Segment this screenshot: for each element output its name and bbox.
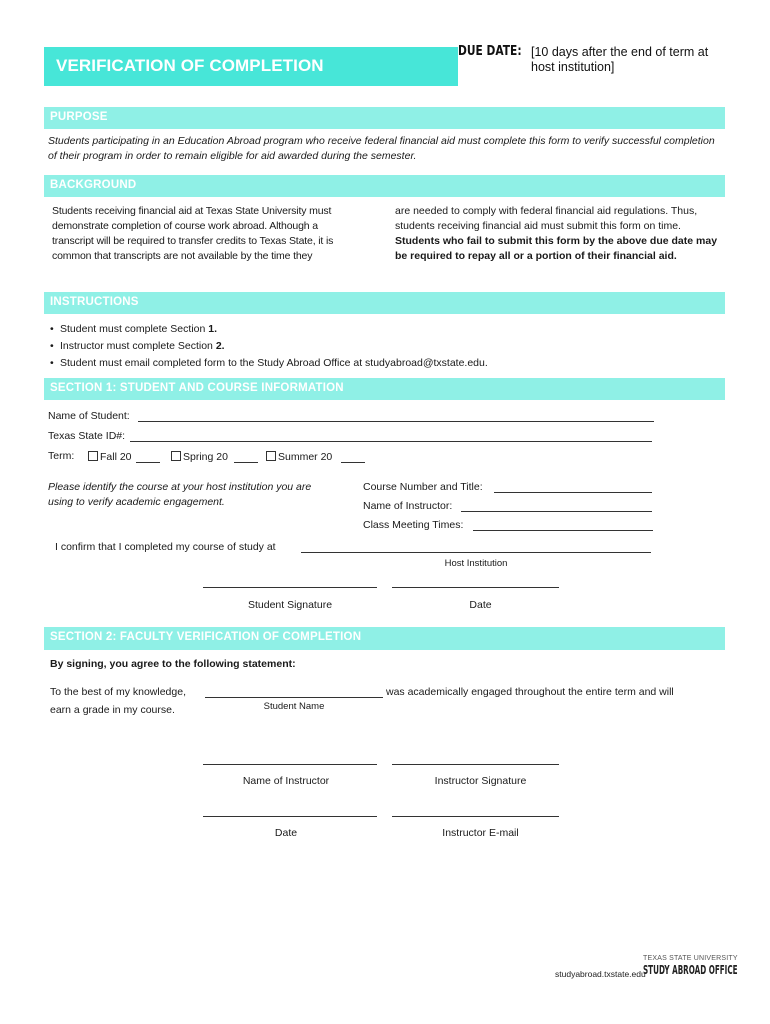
statement-start: To the best of my knowledge, (50, 686, 186, 698)
footer-university: TEXAS STATE UNIVERSITY (643, 955, 738, 962)
background-heading-bar (44, 175, 725, 197)
purpose-heading: PURPOSE (50, 111, 108, 123)
purpose-heading-bar (44, 107, 725, 129)
student-signature-label: Student Signature (247, 599, 333, 611)
course-number-field[interactable] (494, 492, 652, 493)
footer-url: studyabroad.txstate.edu (555, 969, 646, 979)
summer-checkbox[interactable] (266, 451, 276, 461)
section2-heading: SECTION 2: FACULTY VERIFICATION OF COMPLETION (50, 631, 362, 643)
form-title-banner (44, 47, 458, 86)
instructor-email-caption: Instructor E-mail (442, 827, 519, 839)
instructions-heading-bar (44, 292, 725, 314)
student-name-label: Name of Student: (48, 410, 130, 422)
instructor-date-field[interactable] (203, 816, 377, 817)
confirm-text: I confirm that I completed my course of study at (55, 541, 276, 553)
instructor-name-signature-field[interactable] (203, 764, 377, 765)
student-signature-field[interactable] (203, 587, 377, 588)
instructor-signature-field[interactable] (392, 764, 559, 765)
summer-year-field[interactable] (341, 462, 365, 463)
instructor-name-label: Name of Instructor: (363, 500, 453, 512)
signature-date-label: Date (469, 599, 492, 611)
statement-end: was academically engaged throughout the entire term and will (386, 686, 674, 698)
term-label: Term: (48, 450, 75, 462)
identify-course-text: Please identify the course at your host institution you are using to verify academic engagement. (48, 481, 312, 508)
footer-office-logo: STUDY ABROAD OFFICE (643, 963, 738, 977)
spring-year-field[interactable] (234, 462, 258, 463)
instructions-list (48, 321, 724, 372)
host-institution-label: Host Institution (444, 558, 508, 569)
instructor-name-caption: Name of Instructor (242, 775, 330, 787)
class-meeting-label: Class Meeting Times: (363, 519, 464, 531)
student-name-caption: Student Name (263, 701, 325, 712)
list-item: • Student must complete Section 1. (48, 321, 724, 338)
statement-line2: earn a grade in my course. (50, 704, 175, 716)
spring-checkbox[interactable] (171, 451, 181, 461)
due-date-label: DUE DATE: (458, 44, 522, 59)
instructor-name-field[interactable] (461, 511, 652, 512)
instructor-email-field[interactable] (392, 816, 559, 817)
term-summer-option[interactable]: Summer 20 (266, 450, 332, 465)
due-date-text: [10 days after the end of term at host institution] (531, 45, 709, 74)
background-left-text: Students receiving financial aid at Texas State University must demonstrate completion of course work abroad. Although a transcript will be required to transfer credits to Texas State, it is common that transcripts are not available by the time they (52, 205, 334, 262)
fall-checkbox[interactable] (88, 451, 98, 461)
background-warning-text: Students who fail to submit this form by the above due date may be required to repay all or a portion of their financial aid. (395, 235, 718, 262)
form-title: VERIFICATION OF COMPLETION (56, 56, 324, 75)
section1-heading: SECTION 1: STUDENT AND COURSE INFORMATION (50, 382, 344, 394)
section2-heading-bar (44, 627, 725, 650)
texas-state-id-field[interactable] (130, 441, 652, 442)
host-institution-field[interactable] (301, 552, 651, 553)
class-meeting-field[interactable] (473, 530, 653, 531)
texas-state-id-label: Texas State ID#: (48, 430, 126, 442)
list-item: • Student must email completed form to the Study Abroad Office at studyabroad@txstate.edu. (48, 355, 724, 372)
background-right-block (395, 204, 727, 264)
agree-statement: By signing, you agree to the following statement: (50, 658, 296, 670)
fall-year-field[interactable] (136, 462, 160, 463)
background-heading: BACKGROUND (50, 179, 137, 191)
background-right-text: are needed to comply with federal financial aid regulations. Thus, students receiving financial aid must submit this form on time. (395, 205, 698, 232)
instructor-date-caption: Date (274, 827, 298, 839)
instructor-signature-caption: Instructor Signature (434, 775, 527, 787)
list-item: • Instructor must complete Section 2. (48, 338, 724, 355)
signature-date-field[interactable] (392, 587, 559, 588)
term-spring-option[interactable]: Spring 20 (171, 450, 228, 465)
student-name-statement-field[interactable] (205, 697, 383, 698)
purpose-text: Students participating in an Education Abroad program who receive federal financial aid must complete this form to verify successful completion of their program in order to remain eligible for aid awarded during the semester. (48, 135, 715, 162)
term-fall-option[interactable]: Fall 20 (88, 450, 132, 465)
student-name-field[interactable] (138, 421, 654, 422)
instructions-heading: INSTRUCTIONS (50, 296, 139, 308)
section1-heading-bar (44, 378, 725, 400)
course-number-label: Course Number and Title: (363, 481, 483, 493)
